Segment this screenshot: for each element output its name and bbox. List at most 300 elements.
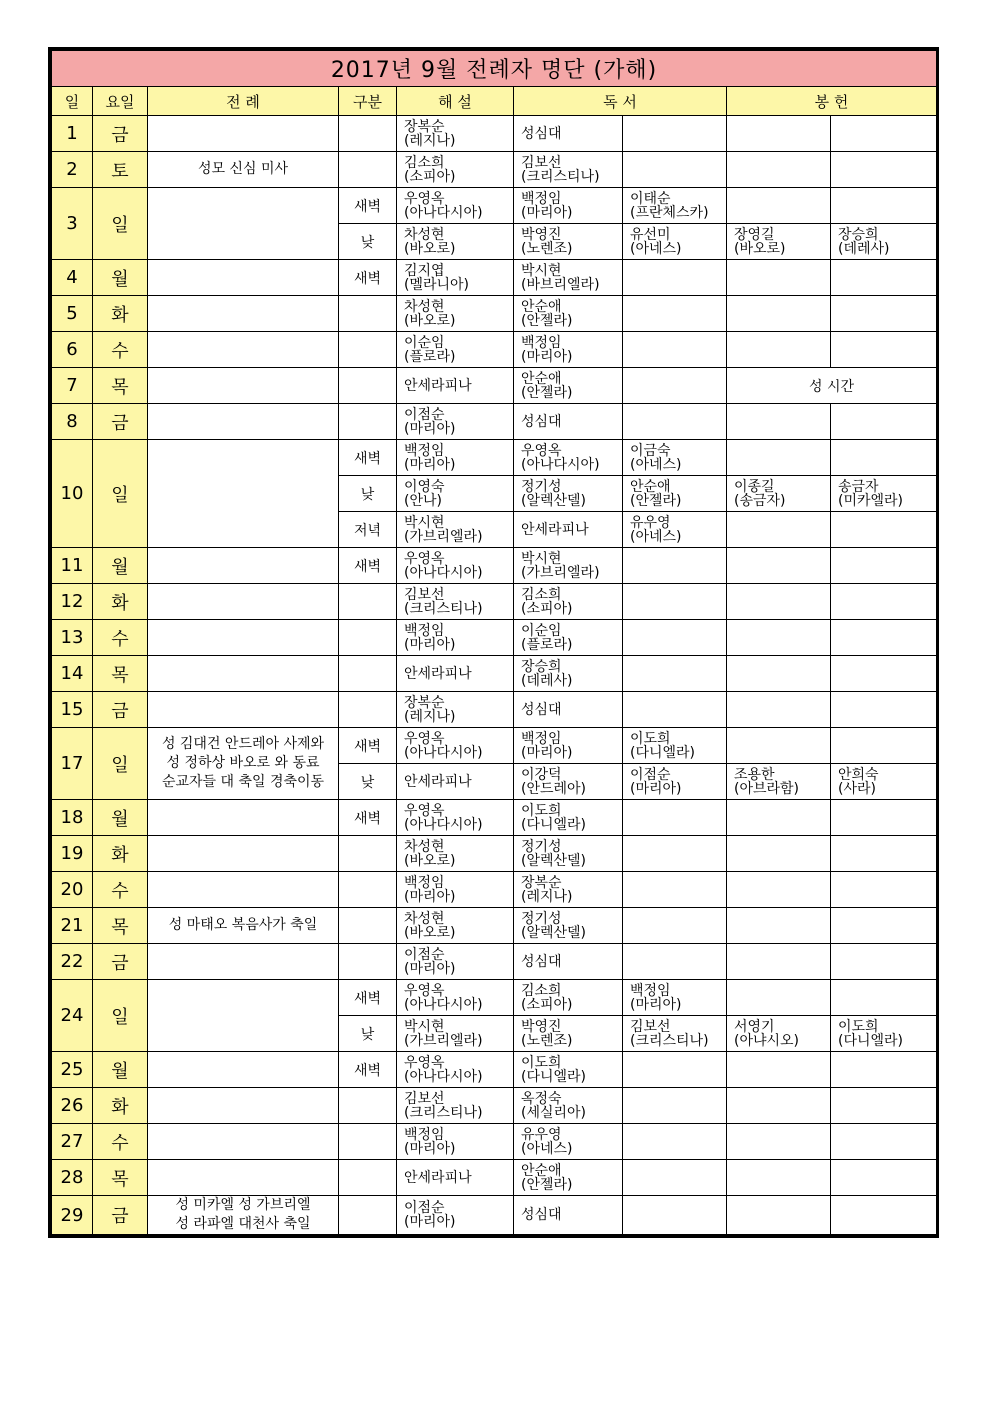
name-line: (안나) (404, 492, 442, 509)
weekday-cell: 화 (93, 1088, 148, 1124)
name-line: 김소희 (404, 154, 445, 171)
feast-cell (148, 1160, 339, 1196)
roster-row (52, 656, 937, 692)
name-line: (다니엘라) (838, 1032, 904, 1049)
reader-2-cell (623, 800, 727, 836)
session-cell: 낮 (339, 1016, 397, 1052)
offering-1-cell (727, 656, 831, 692)
reader-2-cell (623, 1016, 727, 1052)
feast-cell (148, 188, 339, 260)
weekday-cell: 수 (93, 332, 148, 368)
reader-1-cell (514, 332, 623, 368)
offering-1-cell (727, 908, 831, 944)
offering-2-cell (831, 404, 937, 440)
commentator-cell (397, 908, 514, 944)
commentator-cell (397, 1196, 514, 1235)
roster-row (52, 1088, 937, 1124)
session-cell (339, 620, 397, 656)
roster-row (52, 584, 937, 620)
name-line: 김소희 (521, 982, 562, 999)
offering-2-cell (831, 1196, 937, 1235)
name-line: 장승희 (838, 226, 879, 243)
weekday-cell: 일 (93, 980, 148, 1052)
session-cell (339, 404, 397, 440)
name-line: 우영옥 (404, 802, 445, 819)
name-line: (아나다시아) (404, 996, 483, 1013)
reader-1-cell (514, 1196, 623, 1235)
reader-2-cell (623, 332, 727, 368)
day-cell: 20 (52, 872, 93, 908)
reader-1-cell (514, 476, 623, 512)
reader-1-cell (514, 296, 623, 332)
feast-cell (148, 152, 339, 188)
commentator-cell (397, 116, 514, 152)
name-line: (안젤라) (521, 384, 573, 401)
feast-cell (148, 656, 339, 692)
feast-line: 성 라파엘 대천사 축일 (175, 1216, 311, 1232)
name-line: 이영숙 (404, 478, 445, 495)
name-line: (아나다시아) (404, 204, 483, 221)
reader-1-cell (514, 260, 623, 296)
header-weekday: 요일 (93, 87, 148, 116)
offering-1-cell (727, 260, 831, 296)
day-cell: 6 (52, 332, 93, 368)
reader-1-cell (514, 944, 623, 980)
name-line: 성심대 (521, 1207, 562, 1223)
name-line: (바오로) (404, 924, 456, 941)
reader-1-cell (514, 764, 623, 800)
day-cell: 22 (52, 944, 93, 980)
header-liturgy: 전 례 (148, 87, 339, 116)
name-line: 박영진 (521, 1018, 562, 1035)
name-line: 우영옥 (521, 442, 562, 459)
name-line: 이종길 (734, 478, 775, 495)
name-line: 백정임 (521, 334, 562, 351)
reader-2-cell (623, 656, 727, 692)
day-cell: 21 (52, 908, 93, 944)
commentator-cell (397, 368, 514, 404)
offering-1-cell (727, 1124, 831, 1160)
day-cell: 4 (52, 260, 93, 296)
name-line: (가브리엘라) (404, 528, 483, 545)
name-line: (세실리아) (521, 1104, 587, 1121)
feast-cell (148, 548, 339, 584)
name-line: 송금자 (838, 478, 879, 495)
roster-row (52, 440, 937, 476)
commentator-cell (397, 656, 514, 692)
commentator-cell (397, 224, 514, 260)
name-line: (바브리엘라) (521, 276, 600, 293)
name-line: 정기성 (521, 910, 562, 927)
weekday-cell: 금 (93, 944, 148, 980)
reader-1-cell (514, 656, 623, 692)
offering-2-cell (831, 512, 937, 548)
session-cell: 새벽 (339, 548, 397, 584)
day-cell: 24 (52, 980, 93, 1052)
name-line: 정기성 (521, 838, 562, 855)
name-line: 이도희 (521, 1054, 562, 1071)
feast-line: 성모 신심 미사 (197, 161, 289, 177)
name-line: 성심대 (521, 125, 562, 142)
commentator-cell (397, 1088, 514, 1124)
offering-1-cell (727, 1052, 831, 1088)
commentator-cell (397, 800, 514, 836)
page-title: 2017년 9월 전례자 명단 (가해) (52, 51, 937, 87)
name-line: (아나다시아) (521, 456, 600, 473)
feast-cell (148, 584, 339, 620)
reader-2-cell (623, 404, 727, 440)
commentator-cell (397, 728, 514, 764)
feast-cell (148, 620, 339, 656)
header-commentary: 해 설 (397, 87, 514, 116)
offering-2-cell (831, 224, 937, 260)
reader-2-cell (623, 548, 727, 584)
session-cell: 낮 (339, 224, 397, 260)
offering-1-cell (727, 188, 831, 224)
name-line: 김보선 (521, 154, 562, 171)
roster-row (52, 404, 937, 440)
name-line: 장영길 (734, 226, 775, 243)
commentator-cell (397, 980, 514, 1016)
name-line: 옥정숙 (521, 1090, 562, 1107)
reader-1-cell (514, 1088, 623, 1124)
reader-1-cell (514, 188, 623, 224)
roster-sheet (48, 47, 939, 1238)
offering-2-cell (831, 656, 937, 692)
name-line: (마리아) (404, 636, 456, 653)
weekday-cell: 화 (93, 584, 148, 620)
weekday-cell: 월 (93, 1052, 148, 1088)
session-cell (339, 1196, 397, 1235)
reader-2-cell (623, 908, 727, 944)
header-row (52, 87, 937, 116)
session-cell: 새벽 (339, 260, 397, 296)
roster-row (52, 548, 937, 584)
day-cell: 7 (52, 368, 93, 404)
offering-2-cell (831, 188, 937, 224)
day-cell: 27 (52, 1124, 93, 1160)
name-line: 이도희 (630, 730, 671, 747)
roster-row (52, 1160, 937, 1196)
offering-1-cell (727, 296, 831, 332)
name-line: (알렉산델) (521, 852, 587, 869)
session-cell (339, 368, 397, 404)
reader-1-cell (514, 692, 623, 728)
name-line: 백정임 (404, 622, 445, 639)
offering-1-cell (727, 692, 831, 728)
weekday-cell: 토 (93, 152, 148, 188)
commentator-cell (397, 152, 514, 188)
reader-2-cell (623, 224, 727, 260)
roster-row (52, 692, 937, 728)
roster-row (52, 152, 937, 188)
name-line: (가브리엘라) (521, 564, 600, 581)
name-line: 이순임 (521, 622, 562, 639)
offering-2-cell (831, 1160, 937, 1196)
reader-1-cell (514, 620, 623, 656)
name-line: (아네스) (630, 240, 682, 257)
commentator-cell (397, 692, 514, 728)
session-cell (339, 296, 397, 332)
offering-1-cell (727, 620, 831, 656)
offering-1-cell (727, 980, 831, 1016)
name-line: (데레사) (521, 672, 573, 689)
weekday-cell: 목 (93, 1160, 148, 1196)
day-cell: 2 (52, 152, 93, 188)
session-cell (339, 116, 397, 152)
name-line: (마리아) (630, 996, 682, 1013)
name-line: (다니엘라) (521, 1068, 587, 1085)
name-line: 장복순 (521, 874, 562, 891)
commentator-cell (397, 1052, 514, 1088)
name-line: 김보선 (630, 1018, 671, 1035)
name-line: 이점순 (630, 766, 671, 783)
feast-line: 성 미카엘 성 가브리엘 (175, 1197, 311, 1213)
reader-2-cell (623, 1124, 727, 1160)
roster-row (52, 368, 937, 404)
name-line: 차성현 (404, 226, 445, 243)
feast-cell (148, 1124, 339, 1160)
roster-row (52, 1124, 937, 1160)
name-line: 김지엽 (404, 262, 445, 279)
commentator-cell (397, 1016, 514, 1052)
name-line: (아나다시아) (404, 564, 483, 581)
session-cell (339, 1124, 397, 1160)
commentator-cell (397, 260, 514, 296)
name-line: 우영옥 (404, 730, 445, 747)
offering-1-cell (727, 440, 831, 476)
name-line: 박영진 (521, 226, 562, 243)
offering-1-cell (727, 764, 831, 800)
feast-cell (148, 404, 339, 440)
reader-1-cell (514, 368, 623, 404)
feast-cell (148, 332, 339, 368)
weekday-cell: 일 (93, 188, 148, 260)
offering-2-cell (831, 440, 937, 476)
offering-1-cell (727, 224, 831, 260)
roster-row (52, 296, 937, 332)
day-cell: 11 (52, 548, 93, 584)
reader-1-cell (514, 548, 623, 584)
reader-1-cell (514, 584, 623, 620)
feast-cell (148, 908, 339, 944)
name-line: (알렉산델) (521, 492, 587, 509)
weekday-cell: 화 (93, 836, 148, 872)
name-line: (아브라함) (734, 780, 800, 797)
name-line: 차성현 (404, 838, 445, 855)
reader-2-cell (623, 584, 727, 620)
reader-1-cell (514, 908, 623, 944)
reader-1-cell (514, 512, 623, 548)
reader-2-cell (623, 188, 727, 224)
name-line: 백정임 (521, 190, 562, 207)
name-line: (소피아) (521, 996, 573, 1013)
offering-2-cell (831, 1016, 937, 1052)
name-line: 우영옥 (404, 1054, 445, 1071)
name-line: (크리스티나) (404, 600, 483, 617)
feast-cell (148, 296, 339, 332)
day-cell: 8 (52, 404, 93, 440)
day-cell: 10 (52, 440, 93, 548)
name-line: 우영옥 (404, 982, 445, 999)
offering-2-cell (831, 728, 937, 764)
name-line: (크리스티나) (404, 1104, 483, 1121)
feast-cell (148, 980, 339, 1052)
session-cell (339, 1160, 397, 1196)
offering-1-cell (727, 1160, 831, 1196)
reader-2-cell (623, 368, 727, 404)
offering-merged-cell: 성 시간 (727, 368, 937, 404)
offering-2-cell (831, 332, 937, 368)
roster-row (52, 1052, 937, 1088)
reader-2-cell (623, 764, 727, 800)
name-line: (마리아) (521, 744, 573, 761)
name-line: 안세라피나 (404, 773, 472, 790)
roster-row (52, 908, 937, 944)
name-line: 안세라피나 (404, 377, 472, 394)
reader-2-cell (623, 1160, 727, 1196)
name-line: 백정임 (521, 730, 562, 747)
weekday-cell: 월 (93, 260, 148, 296)
session-cell (339, 1088, 397, 1124)
offering-2-cell (831, 1088, 937, 1124)
name-line: 조용한 (734, 766, 775, 783)
offering-2-cell (831, 944, 937, 980)
session-cell: 새벽 (339, 440, 397, 476)
day-cell: 25 (52, 1052, 93, 1088)
reader-2-cell (623, 980, 727, 1016)
name-line: (아나다시아) (404, 744, 483, 761)
weekday-cell: 목 (93, 656, 148, 692)
name-line: (아냐시오) (734, 1032, 800, 1049)
header-reading: 독 서 (514, 87, 727, 116)
name-line: 박시현 (404, 514, 445, 531)
offering-2-cell (831, 548, 937, 584)
reader-2-cell (623, 440, 727, 476)
reader-1-cell (514, 1052, 623, 1088)
offering-2-cell (831, 260, 937, 296)
reader-2-cell (623, 1196, 727, 1235)
name-line: 성심대 (521, 701, 562, 718)
reader-1-cell (514, 1124, 623, 1160)
name-line: 차성현 (404, 910, 445, 927)
feast-cell (148, 944, 339, 980)
name-line: (노렌조) (521, 240, 573, 257)
offering-1-cell (727, 800, 831, 836)
commentator-cell (397, 332, 514, 368)
session-cell: 저녁 (339, 512, 397, 548)
session-cell: 새벽 (339, 800, 397, 836)
name-line: (멜라니아) (404, 276, 470, 293)
name-line: (소피아) (521, 600, 573, 617)
name-line: (레지나) (404, 708, 456, 725)
name-line: (아네스) (630, 528, 682, 545)
name-line: (마리아) (404, 1140, 456, 1157)
offering-1-cell (727, 584, 831, 620)
reader-1-cell (514, 800, 623, 836)
session-cell (339, 152, 397, 188)
header-offering: 봉 헌 (727, 87, 937, 116)
feast-cell (148, 440, 339, 548)
offering-2-cell (831, 476, 937, 512)
name-line: (알렉산델) (521, 924, 587, 941)
name-line: (크리스티나) (630, 1032, 709, 1049)
name-line: 박시현 (521, 550, 562, 567)
session-cell: 낮 (339, 764, 397, 800)
name-line: (사라) (838, 780, 876, 797)
header-session: 구분 (339, 87, 397, 116)
name-line: 서영기 (734, 1018, 775, 1035)
name-line: 백정임 (404, 1126, 445, 1143)
offering-1-cell (727, 512, 831, 548)
feast-cell (148, 728, 339, 800)
commentator-cell (397, 476, 514, 512)
name-line: (소피아) (404, 168, 456, 185)
commentator-cell (397, 584, 514, 620)
name-line: (마리아) (521, 204, 573, 221)
reader-1-cell (514, 980, 623, 1016)
offering-1-cell (727, 116, 831, 152)
name-line: (안젤라) (521, 1176, 573, 1193)
day-cell: 1 (52, 116, 93, 152)
day-cell: 14 (52, 656, 93, 692)
name-line: 장복순 (404, 118, 445, 135)
offering-2-cell (831, 152, 937, 188)
reader-2-cell (623, 872, 727, 908)
name-line: 장복순 (404, 694, 445, 711)
day-cell: 19 (52, 836, 93, 872)
name-line: 안세라피나 (404, 1169, 472, 1186)
name-line: (안드레아) (521, 780, 587, 797)
name-line: 안세라피나 (404, 665, 472, 682)
name-line: 차성현 (404, 298, 445, 315)
name-line: 유우영 (630, 514, 671, 531)
commentator-cell (397, 188, 514, 224)
feast-cell (148, 116, 339, 152)
session-cell (339, 332, 397, 368)
commentator-cell (397, 404, 514, 440)
name-line: (아나다시아) (404, 816, 483, 833)
reader-1-cell (514, 404, 623, 440)
feast-line: 성 정하상 바오로 와 동료 (166, 755, 320, 771)
name-line: 이점순 (404, 946, 445, 963)
name-line: (미카엘라) (838, 492, 904, 509)
offering-2-cell (831, 1052, 937, 1088)
reader-1-cell (514, 440, 623, 476)
roster-row (52, 1196, 937, 1235)
reader-2-cell (623, 476, 727, 512)
feast-line: 성 김대건 안드레아 사제와 (161, 736, 325, 752)
day-cell: 17 (52, 728, 93, 800)
feast-line: 성 마태오 복음사가 축일 (168, 917, 318, 933)
commentator-cell (397, 836, 514, 872)
name-line: 김소희 (521, 586, 562, 603)
roster-row (52, 944, 937, 980)
reader-2-cell (623, 836, 727, 872)
roster-row (52, 728, 937, 764)
feast-line: 순교자들 대 축일 경축이동 (161, 774, 325, 790)
roster-row (52, 620, 937, 656)
name-line: 장승희 (521, 658, 562, 675)
offering-1-cell (727, 944, 831, 980)
weekday-cell: 월 (93, 548, 148, 584)
session-cell (339, 908, 397, 944)
day-cell: 29 (52, 1196, 93, 1235)
name-line: (마리아) (404, 456, 456, 473)
name-line: 안희숙 (838, 766, 879, 783)
name-line: 안순애 (521, 298, 562, 315)
day-cell: 26 (52, 1088, 93, 1124)
